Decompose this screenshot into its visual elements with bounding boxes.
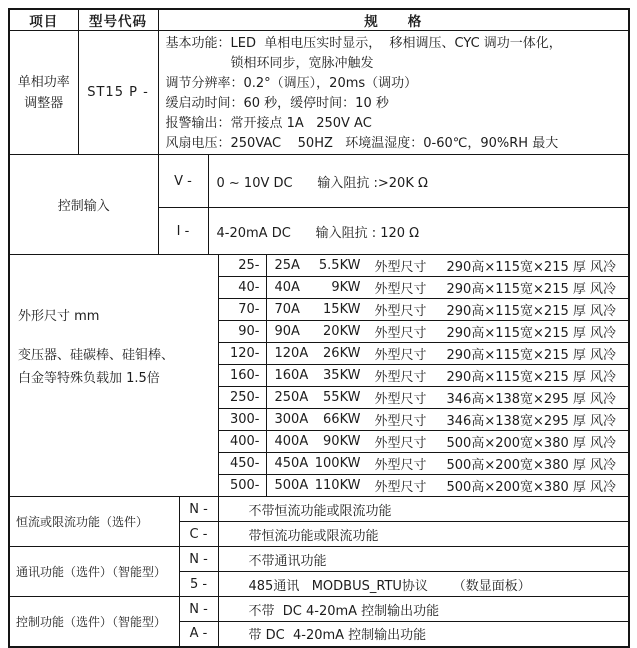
dimensions-label-title: 外形尺寸 mm [18,309,100,324]
model-size-label: 外型尺寸 [374,392,427,407]
option-code-cell: C - [179,522,218,547]
spec-line-softstart: 缓启动时间：60 秒，缓停时间：10 秒 [165,96,389,111]
model-cooling: 风冷 [590,458,617,473]
model-spec-cell [266,365,629,387]
model-amps: 250A [274,390,309,405]
product-name-cell [9,31,78,155]
control-input-row-v [9,155,629,208]
model-amps: 500A [274,478,309,493]
model-spec-cell [266,453,629,475]
model-code-cell: 500- [218,475,266,497]
option-desc-cell: 带恒流功能或限流功能 [218,522,629,547]
dimensions-label-loads2: 白金等特殊负载加 1.5倍 [18,371,160,386]
model-code-cell: 160- [218,365,266,387]
model-kw: 66KW [323,412,361,427]
product-name-line1: 单相功率 [17,74,70,90]
model-size-label: 外型尺寸 [374,436,427,451]
product-row [9,31,629,155]
model-cooling: 风冷 [590,480,617,495]
model-amps: 160A [274,368,309,383]
dimensions-label-loads1: 变压器、硅碳棒、硅钼棒、 [18,348,175,363]
model-size-label: 外型尺寸 [374,348,427,363]
model-cooling: 风冷 [590,414,617,429]
model-cooling: 风冷 [590,260,617,275]
option-label-control-output: 控制功能（选件）（智能型） [9,597,179,647]
model-spec-cell [266,321,629,343]
model-kw: 35KW [323,368,361,383]
model-spec-cell [266,343,629,365]
spec-line-alarm-output: 报警输出：常开接点 1A 250V AC [165,116,372,131]
spec-line-fan-voltage: 风扇电压：250VAC 50HZ 环境温湿度：0-60℃，90%RH 最大 [165,136,559,151]
option-desc-cell: 不带恒流功能或限流功能 [218,497,629,522]
model-amps: 70A [274,302,300,317]
model-dims: 290高×115宽×215 厚 [446,260,586,275]
model-cooling: 风冷 [590,304,617,319]
option-desc-cell: 不带通讯功能 [218,547,629,572]
product-name-line2: 调整器 [24,95,64,111]
model-cooling: 风冷 [590,370,617,385]
option-label-current-limit: 恒流或限流功能（选件） [9,497,179,547]
model-cooling: 风冷 [590,392,617,407]
model-size-label: 外型尺寸 [374,480,427,495]
control-input-desc-v: 0 ~ 10V DC 输入阻抗 :>20K Ω [208,155,629,208]
model-amps: 90A [274,324,300,339]
model-cooling: 风冷 [590,282,617,297]
model-spec-cell [266,431,629,453]
control-input-desc-i: 4-20mA DC 输入阻抗 : 120 Ω [208,208,629,255]
option-desc-cell: 485通讯 MODBUS_RTU协议 （数显面板） [218,572,629,597]
model-amps: 400A [274,434,309,449]
control-input-code-i: I - [158,208,208,255]
option-row [9,597,629,622]
model-spec-cell [266,277,629,299]
product-model-code: ST15 P - [78,31,158,155]
control-input-code-v: V - [158,155,208,208]
column-header-item: 项目 [9,9,78,31]
option-desc-cell: 不带 DC 4-20mA 控制输出功能 [218,597,629,622]
model-dims: 290高×115宽×215 厚 [446,282,586,297]
option-code-cell: A - [179,622,218,647]
model-code-cell: 25- [218,255,266,277]
model-kw: 110KW [314,478,361,493]
model-code-cell: 40- [218,277,266,299]
model-size-label: 外型尺寸 [374,458,427,473]
model-code-cell: 250- [218,387,266,409]
model-kw: 20KW [323,324,361,339]
option-code-cell: N - [179,497,218,522]
spec-line-resolution: 调节分辨率：0.2°（调压），20ms（调功） [165,76,418,91]
model-cooling: 风冷 [590,436,617,451]
model-spec-cell [266,387,629,409]
model-kw: 15KW [323,302,361,317]
model-spec-cell [266,409,629,431]
spec-line-pll: 锁相环同步，宽脉冲触发 [230,56,374,71]
column-header-model-code: 型号代码 [78,9,158,31]
option-row [9,497,629,522]
spec-table [8,8,630,648]
option-code-cell: 5 - [179,572,218,597]
model-size-label: 外型尺寸 [374,370,427,385]
model-spec-cell [266,255,629,277]
model-amps: 300A [274,412,309,427]
column-header-spec: 规 格 [158,9,629,31]
model-spec-cell [266,299,629,321]
model-dims: 290高×115宽×215 厚 [446,326,586,341]
model-dims: 290高×115宽×215 厚 [446,348,586,363]
model-code-cell: 450- [218,453,266,475]
model-dims: 500高×200宽×380 厚 [446,458,586,473]
dimensions-label-cell [9,255,218,497]
model-amps: 450A [274,456,309,471]
model-amps: 40A [274,280,300,295]
model-row [9,255,629,277]
model-code-cell: 400- [218,431,266,453]
model-code-cell: 120- [218,343,266,365]
control-input-label: 控制输入 [9,155,158,255]
option-label-communication: 通讯功能（选件）（智能型） [9,547,179,597]
model-size-label: 外型尺寸 [374,326,427,341]
model-dims: 290高×115宽×215 厚 [446,304,586,319]
model-size-label: 外型尺寸 [374,304,427,319]
model-code-cell: 300- [218,409,266,431]
model-kw: 5.5KW [318,258,361,273]
model-code-cell: 90- [218,321,266,343]
option-code-cell: N - [179,597,218,622]
model-size-label: 外型尺寸 [374,414,427,429]
option-code-cell: N - [179,547,218,572]
option-desc-cell: 带 DC 4-20mA 控制输出功能 [218,622,629,647]
model-amps: 25A [274,258,300,273]
model-cooling: 风冷 [590,326,617,341]
model-dims: 346高×138宽×295 厚 [446,414,586,429]
model-kw: 9KW [331,280,361,295]
model-kw: 55KW [323,390,361,405]
header-row [9,9,629,31]
model-kw: 100KW [314,456,361,471]
spacer [18,328,218,344]
model-amps: 120A [274,346,309,361]
model-kw: 26KW [323,346,361,361]
model-dims: 500高×200宽×380 厚 [446,480,586,495]
model-size-label: 外型尺寸 [374,260,427,275]
model-cooling: 风冷 [590,348,617,363]
model-spec-cell [266,475,629,497]
model-code-cell: 70- [218,299,266,321]
option-row [9,547,629,572]
product-spec-cell [158,31,629,155]
model-kw: 90KW [323,434,361,449]
spec-line-basic-functions: 基本功能：LED 单相电压实时显示， 移相调压、CYC 调功一体化， [165,36,562,51]
model-dims: 346高×138宽×295 厚 [446,392,586,407]
model-dims: 500高×200宽×380 厚 [446,436,586,451]
model-dims: 290高×115宽×215 厚 [446,370,586,385]
model-size-label: 外型尺寸 [374,282,427,297]
